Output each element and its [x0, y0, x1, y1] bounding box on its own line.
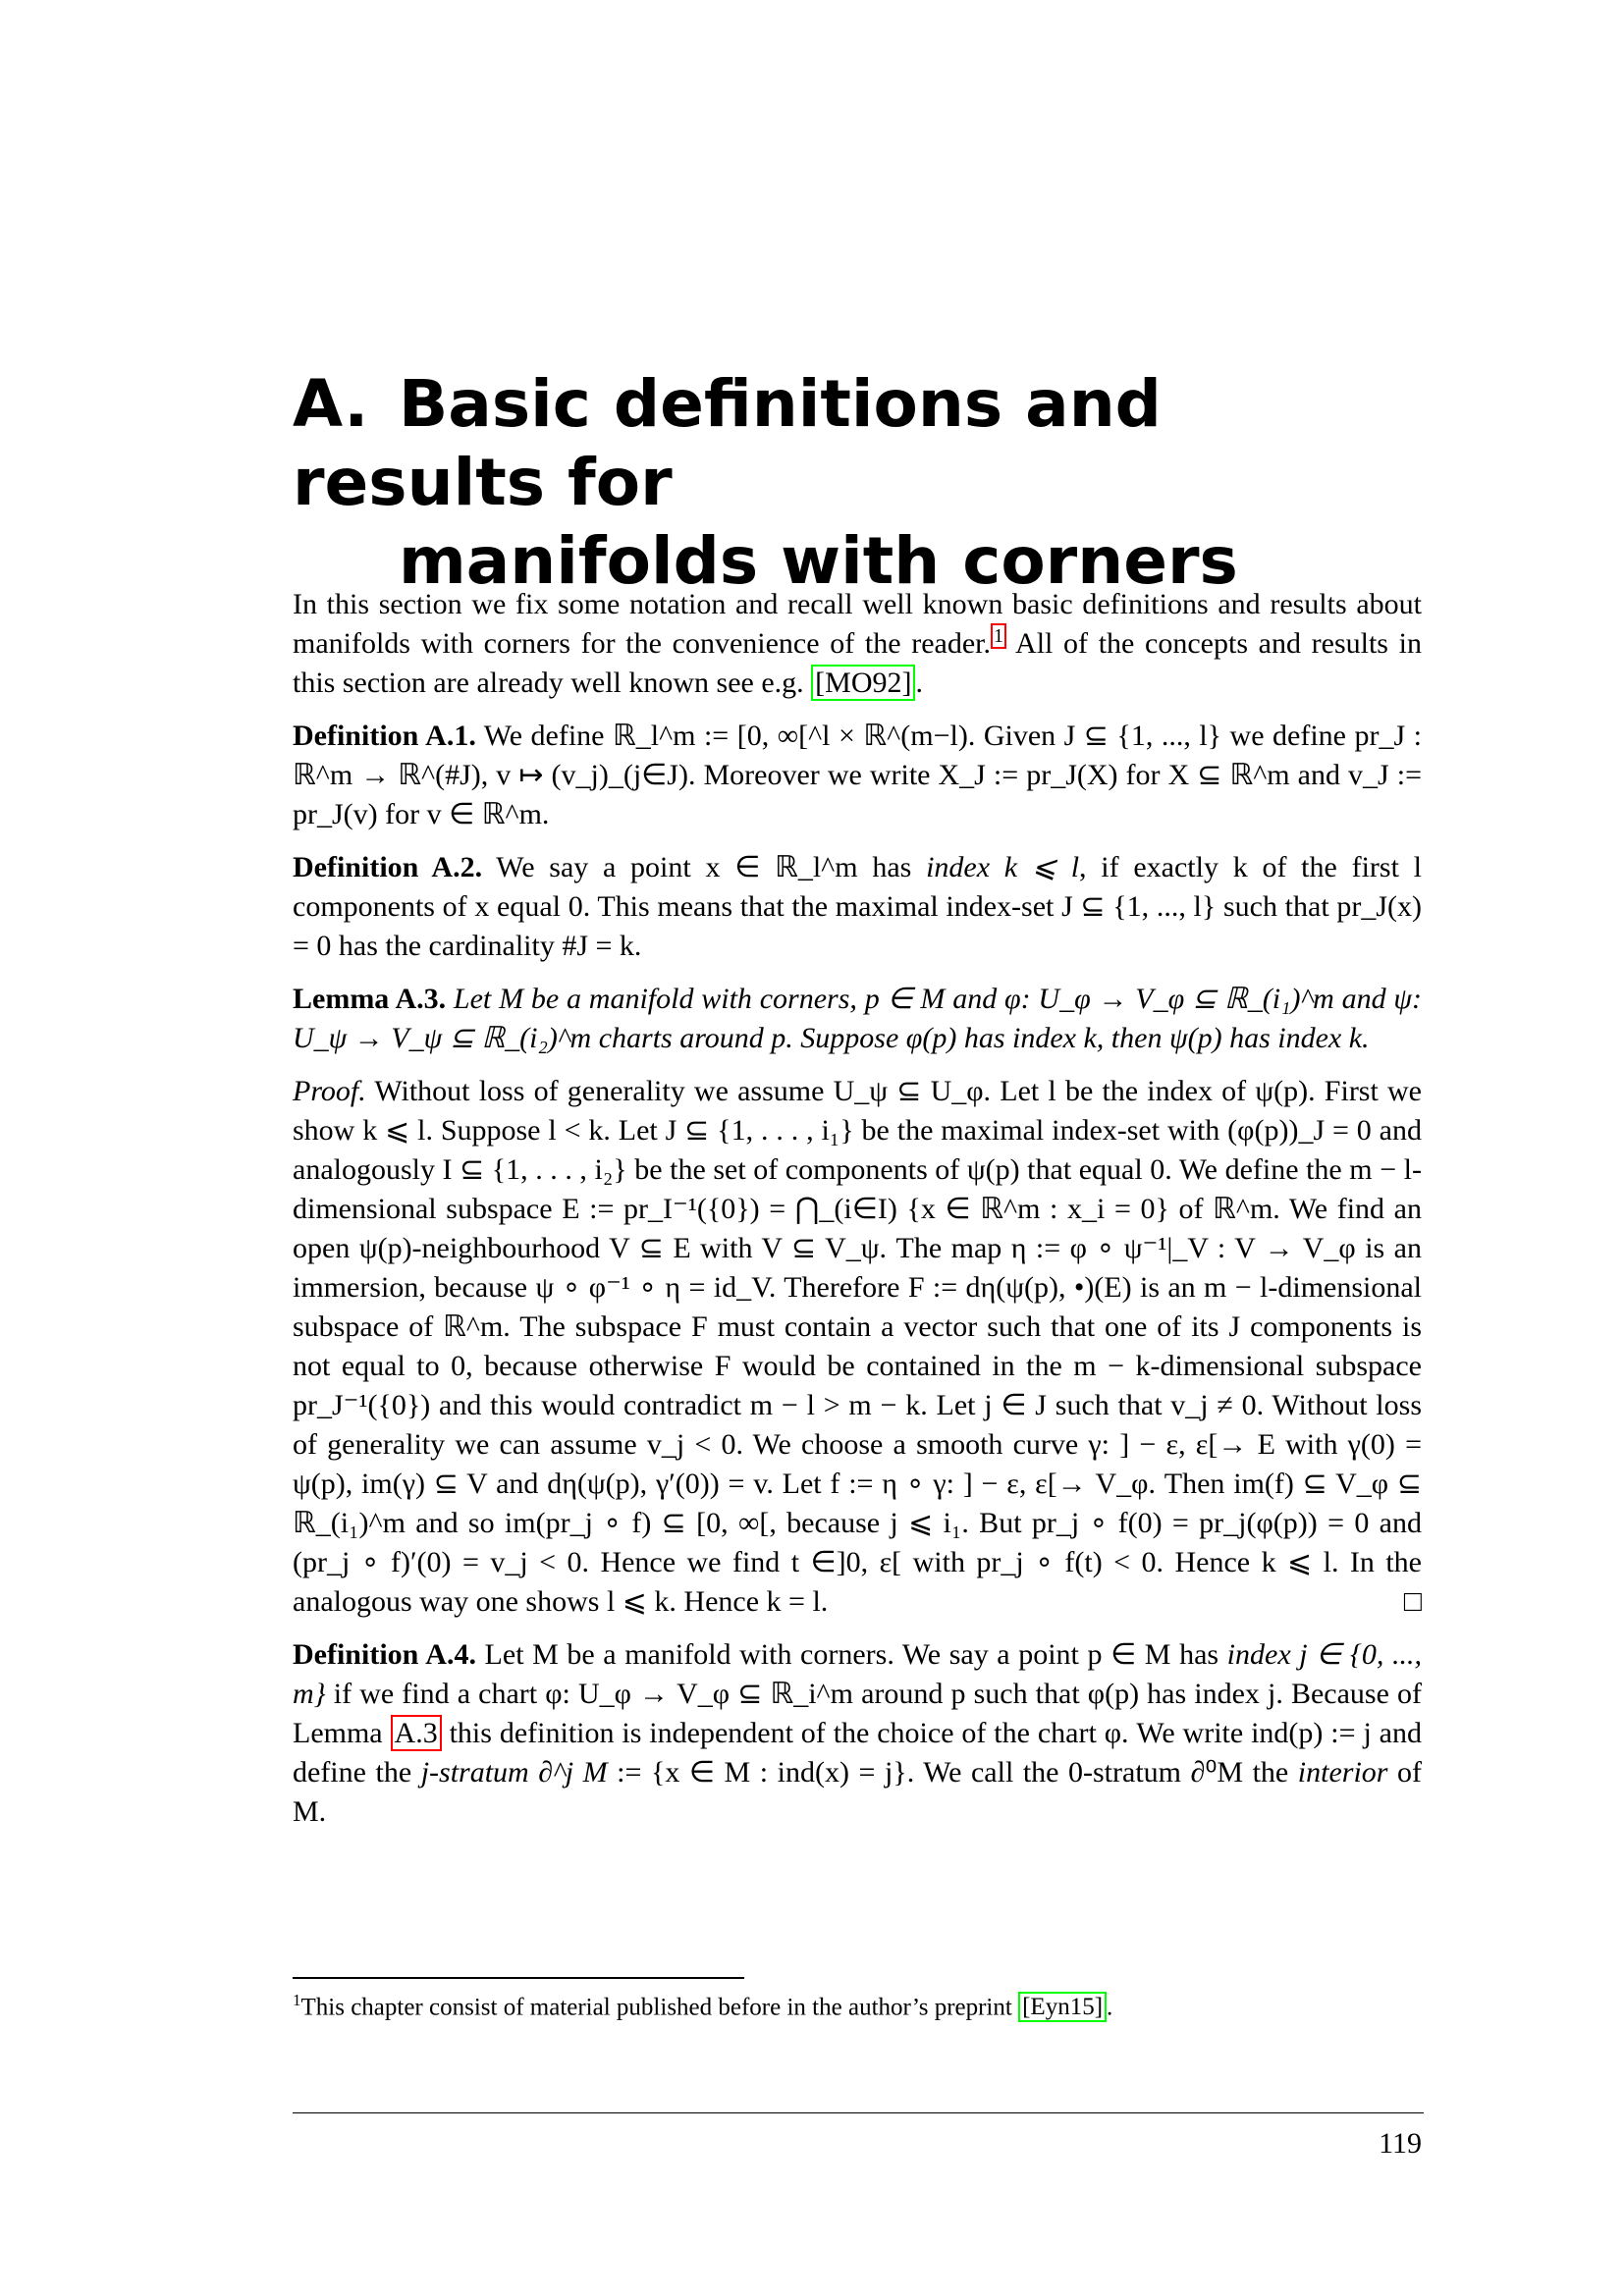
footnote-link[interactable]: 1	[991, 623, 1006, 649]
definition-a4-text-a: Let M be a manifold with corners. We say a point p ∈ M has	[475, 1638, 1227, 1671]
footnote-rule	[293, 1977, 744, 1979]
definition-a4-emph-interior: interior	[1297, 1756, 1388, 1789]
footnote-mark: 1	[293, 1991, 301, 2009]
page-footer-rule	[293, 2112, 1424, 2113]
chapter-number: A.	[293, 366, 369, 442]
definition-a4-text-d: := {x ∈ M : ind(x) = j}. We call the 0-stratum ∂⁰M the	[607, 1756, 1298, 1789]
footnote	[293, 1984, 1422, 2024]
definition-a1-label: Definition A.1.	[293, 720, 476, 752]
main-text	[293, 585, 1422, 1845]
chapter-title-line1	[293, 365, 1422, 522]
definition-a4-emph-index: index j ∈ {0, ..., m}	[293, 1638, 1422, 1710]
citation-mo92[interactable]: [MO92]	[811, 665, 915, 701]
definition-a4-text-c: this definition is independent of the choice of the chart φ. We write ind(p) := j and define the	[293, 1717, 1422, 1789]
definition-a1	[293, 717, 1422, 834]
definition-a4-label: Definition A.4.	[293, 1638, 476, 1671]
definition-a2-emph: index k ⩽ l	[926, 851, 1080, 883]
proof-text: Without loss of generality we assume U_ψ ⊆ U_φ. Let l be the index of ψ(p). First we show k ⩽ l. Suppose l < k. Let J ⊆ {1, . . . , i₁} be the maximal index-set with (φ(p))_J = 0 and analogously I ⊆ {1, . . . , i₂} be the set of components of ψ(p) that equal 0. We define the m − l-dimensional subspace E := pr_I⁻¹({0}) = ⋂_(i∈I) {x ∈ ℝ^m : x_i = 0} of ℝ^m. We find an open ψ(p)-neighbourhood V ⊆ E with V ⊆ V_ψ. The map η := φ ∘ ψ⁻¹|_V : V → V_φ is an immersion, because ψ ∘ φ⁻¹ ∘ η = id_V. Therefore F := dη(ψ(p), •)(E) is an m − l-dimensional subspace of ℝ^m. The subspace F must contain a vector such that one of its J components is not equal to 0, because otherwise F would be contained in the m − k-dimensional subspace pr_J⁻¹({0}) and this would contradict m − l > m − k. Let j ∈ J such that v_j ≠ 0. Without loss of generality we can assume v_j < 0. We choose a smooth curve γ: ] − ε, ε[→ E with γ(0) = ψ(p), im(γ) ⊆ V and dη(ψ(p), γ′(0)) = v. Let f := η ∘ γ: ] − ε, ε[→ V_φ. Then im(f) ⊆ V_φ ⊆ ℝ_(i₁)^m and so im(pr_j ∘ f) ⊆ [0, ∞[, because j ⩽ i₁. But pr_j ∘ f(0) = pr_j(φ(p)) = 0 and (pr_j ∘ f)′(0) = v_j < 0. Hence we find t ∈]0, ε[ with pr_j ∘ f(t) < 0. Hence k ⩽ l. In the analogous way one shows l ⩽ k. Hence k = l.	[293, 1075, 1422, 1618]
definition-a2-label: Definition A.2.	[293, 851, 483, 883]
lemma-a3	[293, 980, 1422, 1058]
citation-eyn15[interactable]: [Eyn15]	[1018, 1992, 1107, 2022]
intro-part3: .	[915, 667, 923, 699]
intro-paragraph	[293, 585, 1422, 703]
definition-a2-text-a: We say a point x ∈ ℝ_l^m has	[482, 851, 927, 883]
definition-a1-text: We define ℝ_l^m := [0, ∞[^l × ℝ^(m−l). Given J ⊆ {1, ..., l} we define pr_J : ℝ^m → ℝ^(#J), v ↦ (v_j)_(j∈J). Moreover we write X_J := pr_J(X) for X ⊆ ℝ^m and v_J := pr_J(v) for v ∈ ℝ^m.	[293, 720, 1422, 830]
lemma-a3-label: Lemma A.3.	[293, 983, 447, 1015]
intro-part1: In this section we fix some notation and recall well known basic definitions and results about manifolds with corners for the convenience of the reader.	[293, 588, 1422, 660]
proof	[293, 1072, 1422, 1622]
lemma-a3-text: Let M be a manifold with corners, p ∈ M and φ: U_φ → V_φ ⊆ ℝ_(i₁)^m and ψ: U_ψ → V_ψ ⊆ ℝ_(i₂)^m charts around p. Suppose φ(p) has index k, then ψ(p) has index k.	[293, 983, 1422, 1054]
chapter-title	[293, 365, 1422, 601]
definition-a4-text-b: if we find a chart φ: U_φ → V_φ ⊆ ℝ_i^m around p such that φ(p) has index j. Because of Lemma	[293, 1678, 1422, 1749]
definition-a2-text-b: , if exactly k of the first l components of x equal 0. This means that the maximal index-set J ⊆ {1, ..., l} such that pr_J(x) = 0 has the cardinality #J = k.	[293, 851, 1422, 962]
footnote-text: This chapter consist of material published before in the author’s preprint	[300, 1994, 1019, 2021]
reference-lemma-a3[interactable]: A.3	[391, 1715, 442, 1751]
qed-symbol: □	[1403, 1585, 1422, 1618]
proof-label: Proof.	[293, 1075, 366, 1107]
chapter-title-text-2: manifolds with corners	[399, 523, 1238, 599]
chapter-title-text-1: Basic definitions and results for	[293, 366, 1162, 520]
definition-a4-emph-stratum: j-stratum ∂^j M	[420, 1756, 608, 1789]
intro-part2: All of the concepts and results in this section are already well known see e.g.	[293, 627, 1422, 699]
definition-a2	[293, 848, 1422, 966]
footnote-end: .	[1107, 1994, 1113, 2021]
page-number: 119	[1379, 2127, 1422, 2160]
definition-a4	[293, 1635, 1422, 1832]
definition-a4-text-e: of M.	[293, 1756, 1423, 1828]
